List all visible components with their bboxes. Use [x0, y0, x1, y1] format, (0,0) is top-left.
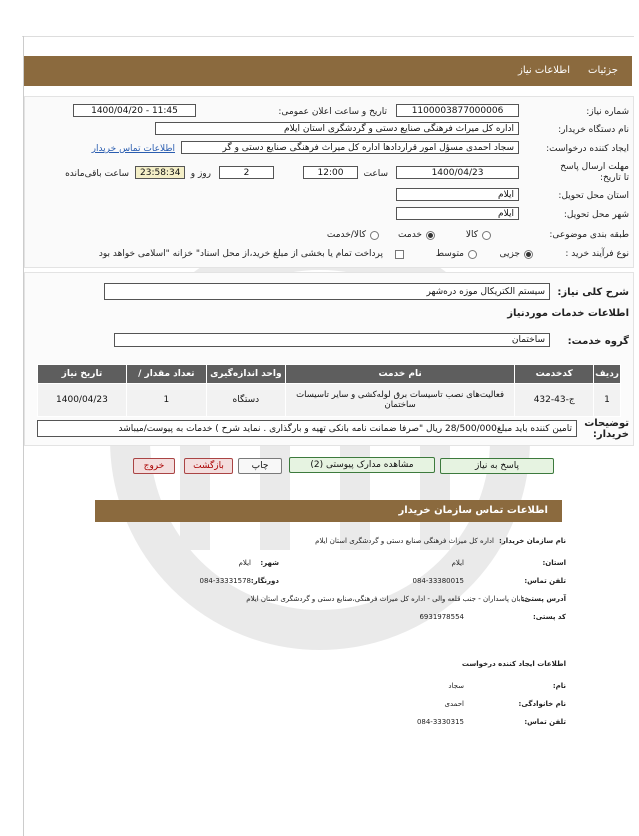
summary-field: سیستم الکتریکال موزه دره‌شهر [104, 283, 550, 300]
creator-phone-value: 084-3330315 [416, 718, 464, 726]
process-medium-radio[interactable] [468, 250, 477, 259]
table-row [38, 384, 621, 417]
need-number-label: شماره نیاز: [586, 107, 629, 117]
province-contact-label: استان: [542, 559, 566, 567]
remaining-label: ساعت باقی‌مانده [65, 169, 129, 179]
phone-value: 084-33380015 [412, 577, 464, 585]
contact-section-bar [95, 500, 562, 522]
fax-label: دورنگار: [250, 577, 279, 585]
exit-button[interactable]: خروج [133, 458, 175, 474]
city-field: ایلام [396, 207, 519, 220]
creator-phone-label: تلفن تماس: [524, 718, 566, 726]
tab-details[interactable]: جزئیات [588, 65, 618, 76]
day-label: روز و [190, 169, 211, 179]
address-value: خیابان پاسداران - جنب قلعه والی - اداره کل میراث فرهنگی،صنایع دستی و گردشگری استان ایلام [246, 595, 529, 603]
time-label: ساعت [363, 169, 388, 179]
cell-row: 1 [594, 384, 621, 417]
creator-section-title: اطلاعات ایجاد کننده درخواست [461, 660, 566, 668]
buyer-notes-label: توضیحات خریدار: [584, 418, 629, 440]
city-label: شهر محل تحویل: [563, 210, 629, 220]
province-contact-value: ایلام [451, 559, 464, 567]
remaining-timer: 23:58:34 [135, 166, 185, 179]
print-button[interactable]: چاپ [238, 458, 282, 474]
col-date: تاریخ نیاز [38, 365, 127, 384]
header-bar [24, 56, 632, 86]
col-unit: واحد اندازه‌گیری [206, 365, 285, 384]
payment-note: پرداخت تمام یا بخشی از مبلغ خرید،از محل اسناد" خزانه "اسلامی خواهد بود [98, 249, 383, 259]
creator-label: ایجاد کننده درخواست: [546, 144, 629, 154]
city-contact-label: شهر: [260, 559, 279, 567]
deadline-date-field: 1400/04/23 [396, 166, 519, 179]
process-partial-radio[interactable] [524, 250, 533, 259]
fax-value: 084-33331578 [199, 577, 251, 585]
col-name: نام خدمت [285, 365, 514, 384]
category-goods-label: کالا [465, 230, 478, 240]
buyer-contact-link[interactable]: اطلاعات تماس خریدار [91, 144, 175, 154]
category-service-label: خدمت [398, 230, 422, 240]
category-goods-service-radio[interactable] [370, 231, 379, 240]
need-number-field: 1100003877000006 [396, 104, 519, 117]
col-row: ردیف [594, 365, 621, 384]
announce-field: 1400/04/20 - 11:45 [73, 104, 196, 117]
process-medium-label: متوسط [435, 249, 464, 259]
back-button[interactable]: بازگشت [184, 458, 233, 474]
province-label: استان محل تحویل: [558, 191, 629, 201]
summary-label: شرح کلی نیاز: [557, 287, 629, 298]
category-goods-radio[interactable] [482, 231, 491, 240]
services-table [37, 364, 621, 417]
phone-label: تلفن تماس: [524, 577, 566, 585]
city-contact-value: ایلام [238, 559, 251, 567]
postal-label: کد پستی: [532, 613, 566, 621]
deadline-time-field: 12:00 [303, 166, 358, 179]
tab-need-info[interactable]: اطلاعات نیاز [518, 65, 570, 76]
cell-name: فعالیت‌های نصب تاسیسات برق لوله‌کشی و سایر تاسیسات ساختمان [285, 384, 514, 417]
days-field: 2 [219, 166, 274, 179]
top-divider [22, 36, 634, 37]
reply-button[interactable]: پاسخ به نیاز [440, 458, 554, 474]
service-group-label: گروه خدمت: [567, 336, 629, 347]
buyer-name-field: اداره کل میراث فرهنگی صنایع دستی و گردشگری استان ایلام [155, 122, 519, 135]
first-name-label: نام: [552, 682, 566, 690]
postal-value: 6931978554 [419, 613, 464, 621]
org-value: اداره کل میراث فرهنگی صنایع دستی و گردشگری استان ایلام [315, 537, 494, 545]
last-name-value: احمدی [444, 700, 464, 708]
province-field: ایلام [396, 188, 519, 201]
org-label: نام سازمان خریدار: [498, 537, 566, 545]
process-label: نوع فرآیند خرید : [565, 249, 629, 259]
view-attachments-button[interactable]: مشاهده مدارک پیوستی (2) [289, 457, 435, 473]
table-header-row [38, 365, 621, 384]
first-name-value: سجاد [448, 682, 464, 690]
cell-date: 1400/04/23 [38, 384, 127, 417]
contact-section-title: اطلاعات تماس سازمان خریدار [398, 505, 548, 516]
cell-unit: دستگاه [206, 384, 285, 417]
buyer-notes-field: تامین کننده باید مبلغ28/500/000 ریال "صرفا ضمانت نامه بانکی تهیه و بارگذاری . نماید شرح ) خدمات به پیوست/میباشد [37, 420, 577, 437]
category-label: طبقه بندی موضوعی: [549, 230, 629, 240]
last-name-label: نام خانوادگی: [518, 700, 566, 708]
deadline-label: مهلت ارسال پاسخ تا تاریخ: [560, 162, 629, 183]
services-title: اطلاعات خدمات مورد‌نیاز [507, 308, 629, 319]
cell-code: ج-43-432 [515, 384, 594, 417]
category-goods-service-label: کالا/خدمت [326, 230, 366, 240]
category-service-radio[interactable] [426, 231, 435, 240]
service-group-field: ساختمان [114, 333, 550, 347]
cell-qty: 1 [126, 384, 206, 417]
process-partial-label: جزیی [499, 249, 520, 259]
col-qty: تعداد مقدار / [126, 365, 206, 384]
address-label: آدرس پستی: [521, 595, 566, 603]
creator-field: سجاد احمدی مسؤل امور قراردادها اداره کل میراث فرهنگی صنایع دستی و گر [181, 141, 519, 154]
announce-label: تاریخ و ساعت اعلان عمومی: [278, 107, 387, 117]
col-code: کدخدمت [515, 365, 594, 384]
treasury-checkbox[interactable] [395, 250, 404, 259]
buyer-name-label: نام دستگاه خریدار: [558, 125, 629, 135]
